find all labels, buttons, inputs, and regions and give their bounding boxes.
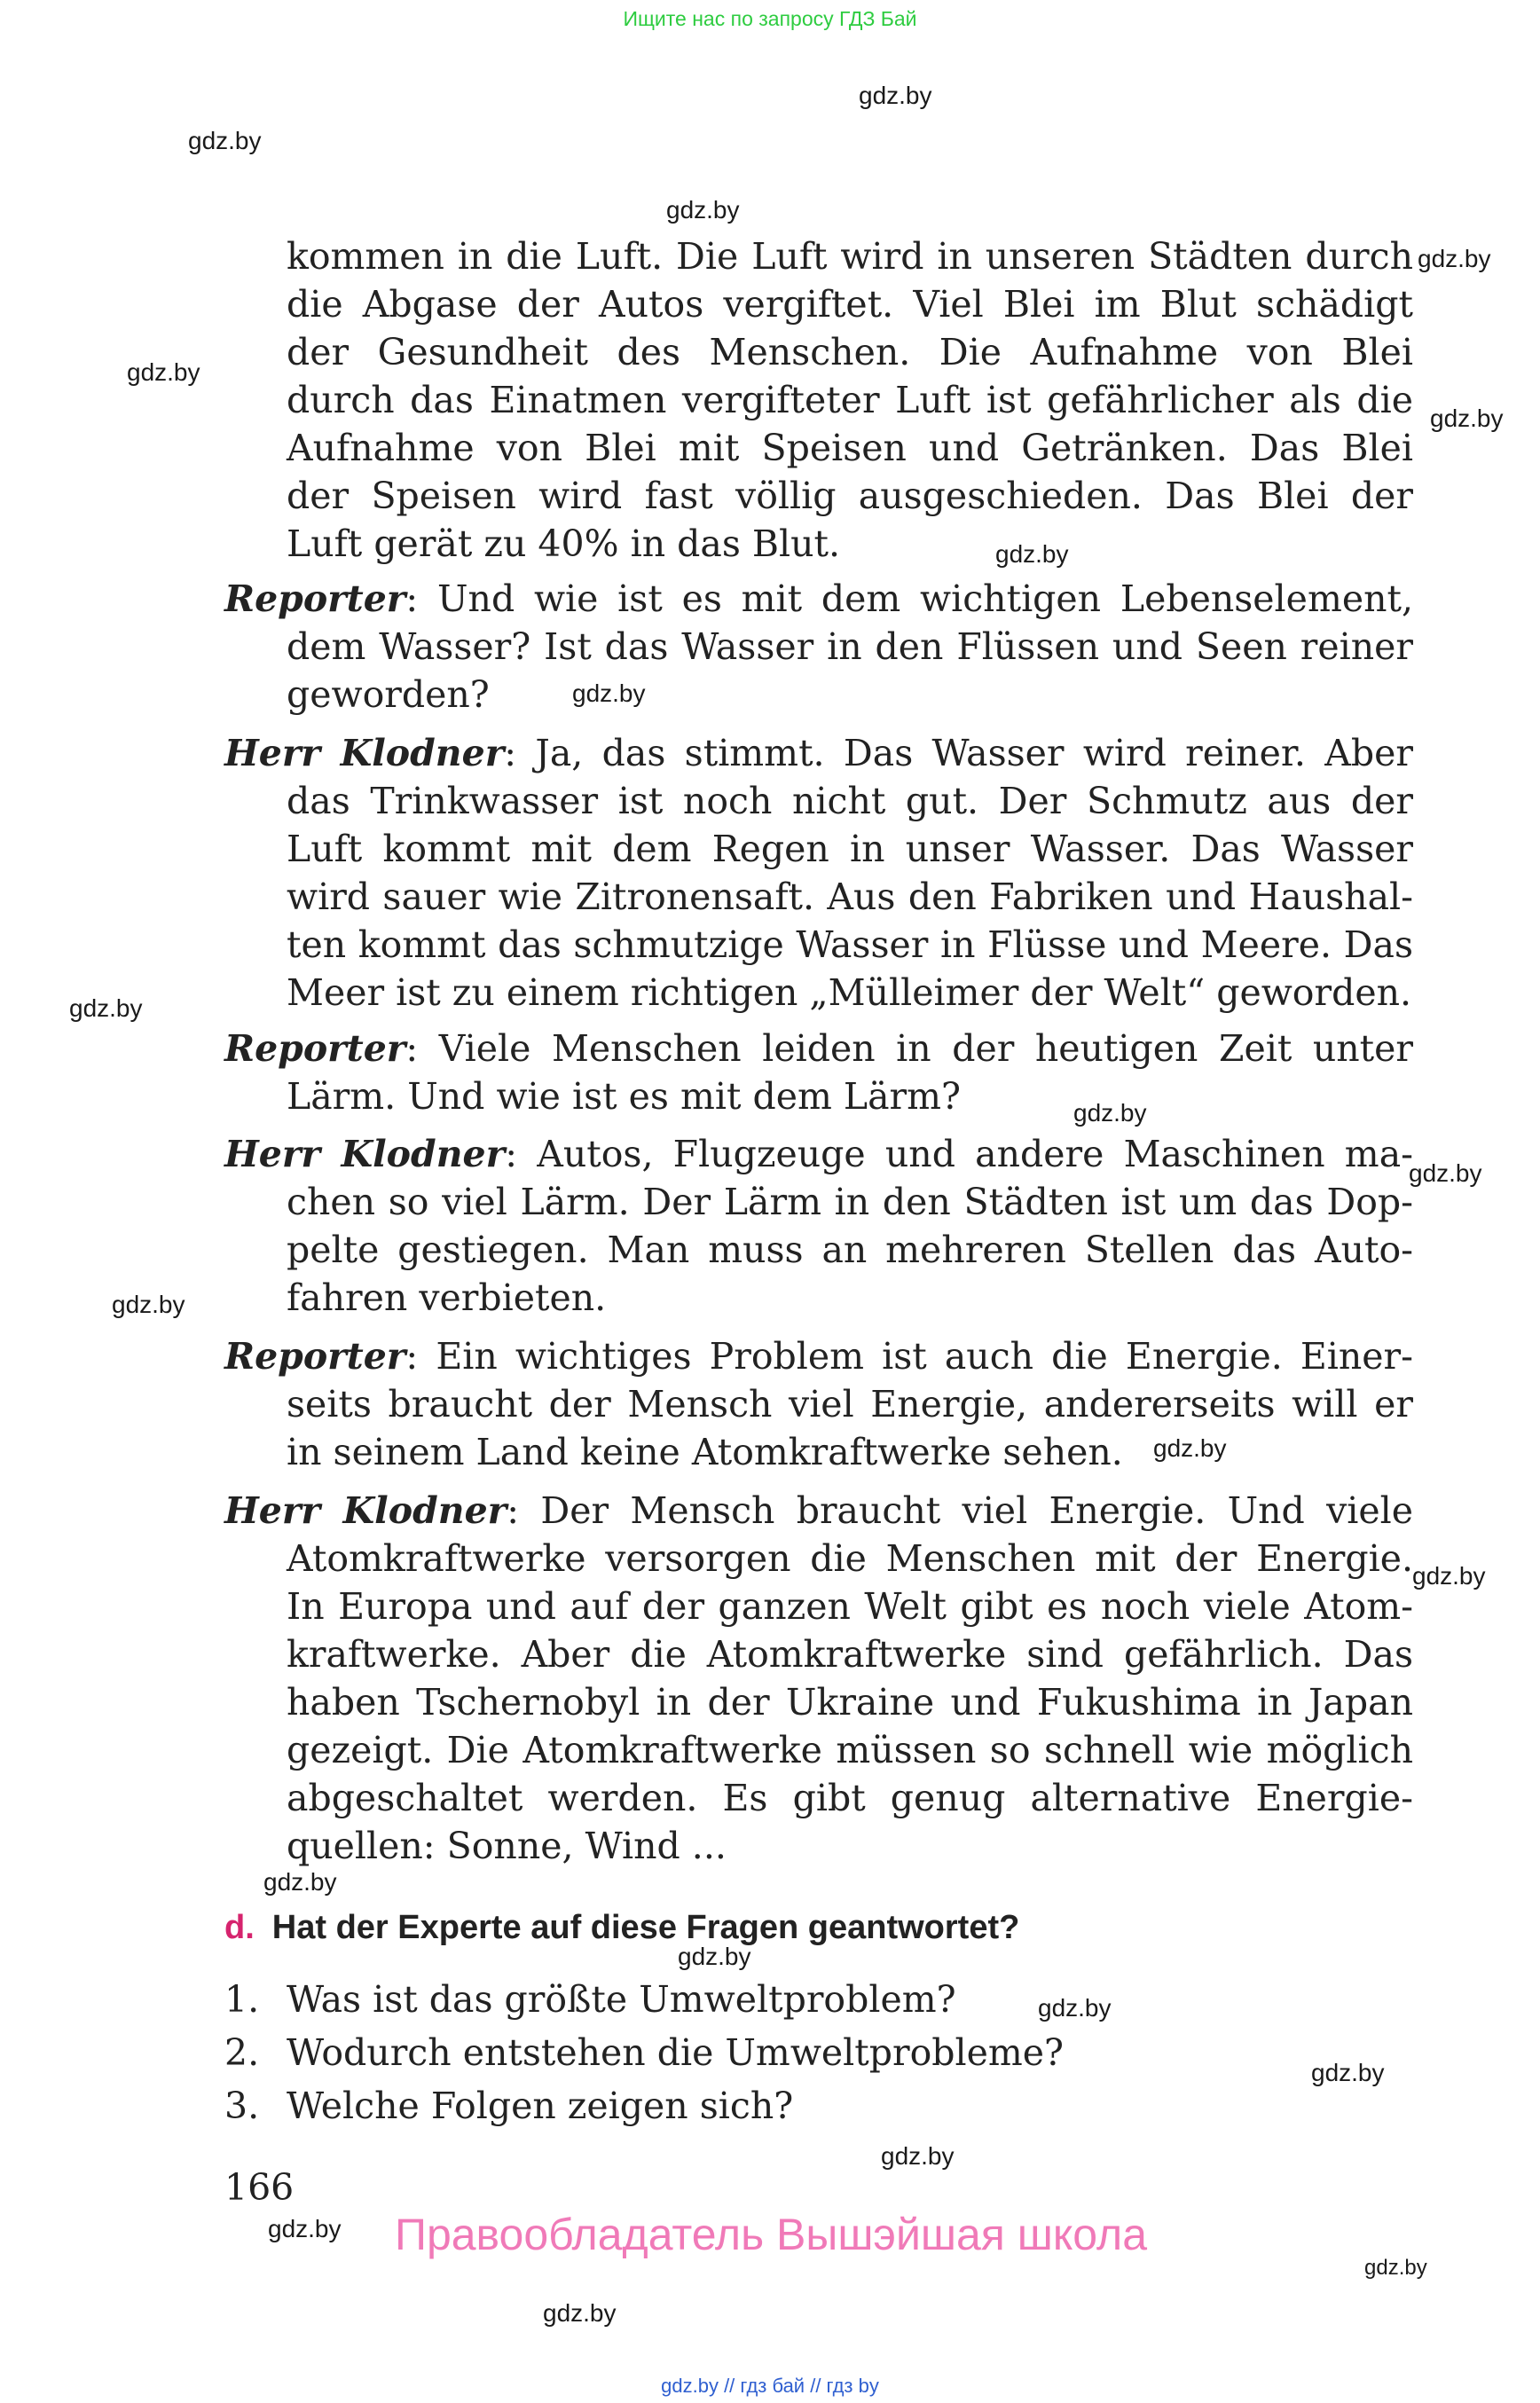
watermark: gdz.by <box>995 540 1069 568</box>
text-line: das Trinkwasser ist noch nicht gut. Der Schmutz aus der <box>287 780 1413 822</box>
speaker-name: Reporter <box>224 577 406 620</box>
watermark: gdz.by <box>881 2142 955 2170</box>
dialogue-paragraph <box>224 1332 1413 1476</box>
dialogue-paragraph <box>224 1130 1413 1322</box>
watermark: gdz.by <box>1412 1562 1486 1590</box>
question-item <box>224 2031 1064 2074</box>
question-text: Was ist das größte Umweltproblem? <box>287 1978 956 2021</box>
dialogue-paragraph <box>224 575 1413 719</box>
question-number: 2. <box>224 2031 260 2074</box>
dialogue-paragraph <box>224 1487 1413 1870</box>
paragraph-continuation <box>224 232 1413 568</box>
watermark: gdz.by <box>1038 1994 1112 2022</box>
top-banner: Ищите нас по запросу ГДЗ Бай <box>623 7 917 30</box>
text-line: chen so viel Lärm. Der Lärm in den Städten ist um das Dop- <box>287 1181 1413 1223</box>
question-text: Wodurch entstehen die Umweltprobleme? <box>287 2031 1065 2074</box>
speaker-name: Herr Klodner <box>224 732 505 774</box>
text-line: wird sauer wie Zitronensaft. Aus den Fabriken und Haushal- <box>287 876 1413 918</box>
text-line: Aufnahme von Blei mit Speisen und Getränken. Das Blei <box>287 427 1413 469</box>
speaker-name: Herr Klodner <box>224 1489 507 1532</box>
speaker-name: Herr Klodner <box>224 1133 506 1175</box>
text-line: in seinem Land keine Atomkraftwerke sehen. <box>287 1431 1123 1473</box>
watermark: gdz.by <box>1364 2256 1427 2280</box>
text-line: der Speisen wird fast völlig ausgeschieden. Das Blei der <box>287 475 1413 517</box>
watermark: gdz.by <box>1153 1434 1227 1462</box>
watermark: gdz.by <box>543 2299 617 2327</box>
watermark: gdz.by <box>188 127 262 154</box>
text-line: : Ein wichtiges Problem ist auch die Energie. Einer- <box>405 1335 1413 1378</box>
watermark: gdz.by <box>1409 1159 1482 1187</box>
text-line: seits braucht der Mensch viel Energie, andererseits will er <box>287 1383 1413 1425</box>
watermark: gdz.by <box>268 2215 342 2242</box>
text-line: : Autos, Flugzeuge und andere Maschinen ma- <box>505 1133 1413 1175</box>
dialogue-paragraph <box>224 1025 1413 1120</box>
watermark: gdz.by <box>127 358 200 386</box>
watermark: gdz.by <box>1073 1099 1147 1127</box>
watermark: gdz.by <box>666 196 740 224</box>
speaker-name: Reporter <box>224 1027 406 1070</box>
text-line: haben Tschernobyl in der Ukraine und Fukushima in Japan <box>287 1681 1413 1724</box>
question-item <box>224 2085 793 2127</box>
text-line: : Ja, das stimmt. Das Wasser wird reiner. Aber <box>504 732 1413 774</box>
text-line: quellen: Sonne, Wind ... <box>287 1825 727 1867</box>
question-text: Welche Folgen zeigen sich? <box>287 2085 794 2127</box>
task-text: Hat der Experte auf diese Fragen geantwortet? <box>271 1909 1020 1946</box>
footer-links[interactable]: gdz.by // гдз бай // гдз by <box>661 2375 879 2397</box>
watermark: gdz.by <box>263 1868 337 1896</box>
watermark: gdz.by <box>69 994 143 1022</box>
text-line: pelte gestiegen. Man muss an mehreren Stellen das Auto- <box>287 1229 1413 1271</box>
text-line: Meer ist zu einem richtigen „Mülleimer der Welt“ geworden. <box>287 971 1412 1014</box>
watermark: gdz.by <box>1311 2059 1385 2086</box>
rights-holder: Правообладатель Вышэйшая школа <box>395 2210 1147 2259</box>
text-line: abgeschaltet werden. Es gibt genug alternative Energie- <box>287 1777 1413 1819</box>
task-heading <box>224 1909 1019 1947</box>
watermark: gdz.by <box>1430 404 1504 432</box>
text-line: In Europa und auf der ganzen Welt gibt es noch viele Atom- <box>287 1585 1413 1628</box>
text-line: kraftwerke. Aber die Atomkraftwerke sind gefährlich. Das <box>287 1633 1413 1676</box>
text-line: : Der Mensch braucht viel Energie. Und viele <box>507 1489 1413 1532</box>
text-line: geworden? <box>287 673 490 716</box>
text-line: durch das Einatmen vergifteter Luft ist gefährlicher als die <box>287 379 1413 421</box>
text-line: Luft gerät zu 40% in das Blut. <box>287 522 841 565</box>
text-line: die Abgase der Autos vergiftet. Viel Blei im Blut schädigt <box>287 283 1413 326</box>
watermark: gdz.by <box>572 679 646 707</box>
text-line: Lärm. Und wie ist es mit dem Lärm? <box>287 1075 962 1118</box>
watermark: gdz.by <box>859 82 932 109</box>
task-letter: d. <box>224 1909 255 1946</box>
question-number: 1. <box>224 1978 260 2021</box>
dialogue-paragraph <box>224 729 1413 1017</box>
text-line: Atomkraftwerke versorgen die Menschen mit der Energie. <box>287 1537 1413 1580</box>
text-line: : Viele Menschen leiden in der heutigen Zeit unter <box>405 1027 1413 1070</box>
text-line: fahren verbieten. <box>287 1276 607 1319</box>
question-number: 3. <box>224 2085 260 2127</box>
watermark: gdz.by <box>112 1291 185 1318</box>
watermark: gdz.by <box>678 1943 751 1970</box>
text-line: : Und wie ist es mit dem wichtigen Lebenselement, <box>405 577 1413 620</box>
watermark: gdz.by <box>1418 245 1491 272</box>
text-line: ten kommt das schmutzige Wasser in Flüsse und Meere. Das <box>287 923 1413 966</box>
text-line: Luft kommt mit dem Regen in unser Wasser. Das Wasser <box>287 828 1413 870</box>
text-line: der Gesundheit des Menschen. Die Aufnahme von Blei <box>287 331 1413 373</box>
page-number: 166 <box>224 2166 295 2209</box>
text-line: dem Wasser? Ist das Wasser in den Flüssen und Seen reiner <box>287 625 1413 668</box>
question-item <box>224 1978 956 2021</box>
text-line: kommen in die Luft. Die Luft wird in unseren Städten durch <box>287 235 1413 278</box>
text-line: gezeigt. Die Atomkraftwerke müssen so schnell wie möglich <box>287 1729 1413 1771</box>
speaker-name: Reporter <box>224 1335 406 1378</box>
